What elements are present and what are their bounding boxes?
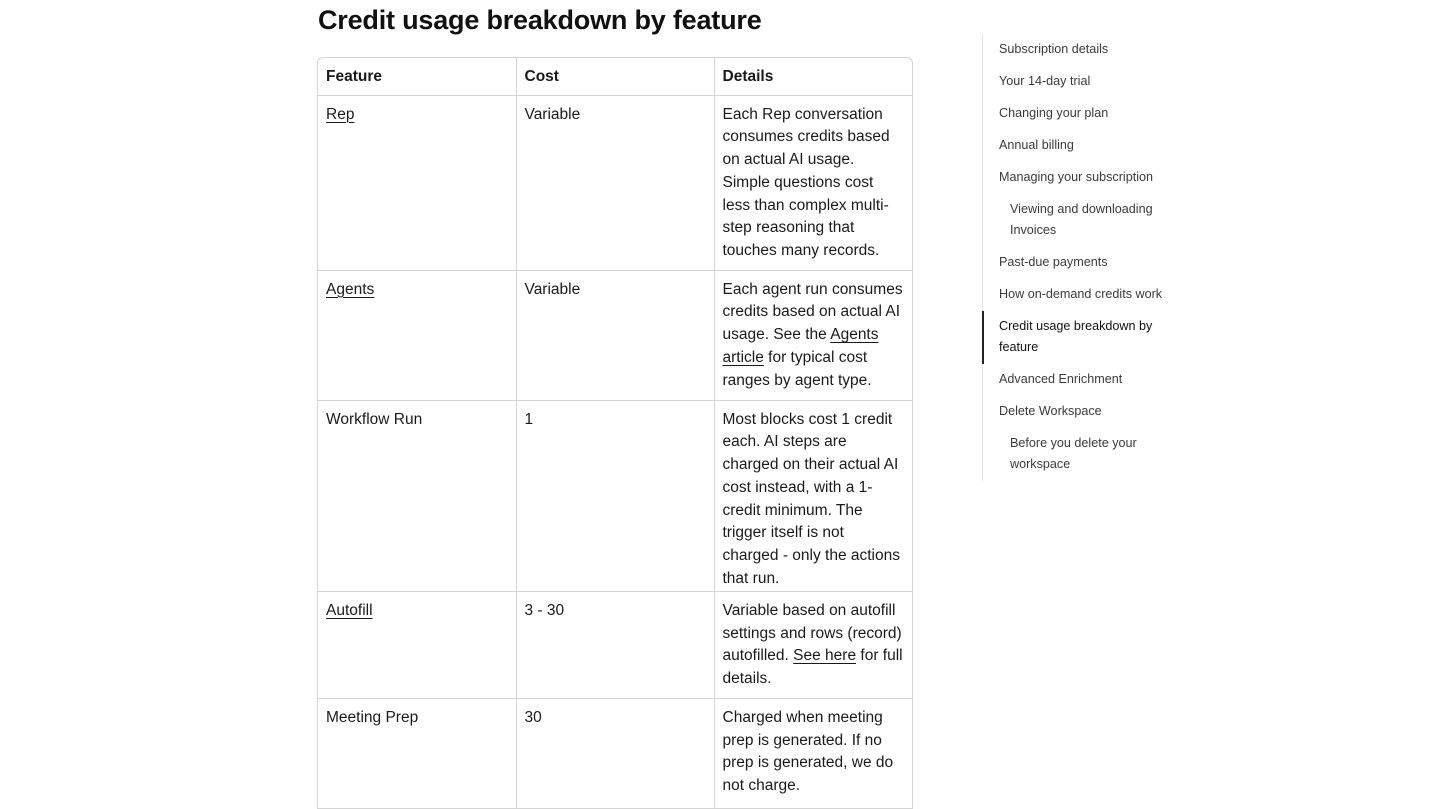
toc-item-delete-workspace[interactable]: Delete Workspace: [999, 404, 1102, 418]
toc-item-credit-usage-breakdown[interactable]: Credit usage breakdown by feature: [983, 311, 1183, 364]
agents-link[interactable]: Agents: [326, 280, 375, 298]
toc-item-on-demand-credits[interactable]: How on-demand credits work: [999, 287, 1163, 301]
feature-cell: Meeting Prep: [318, 698, 516, 808]
header-details: Details: [714, 58, 912, 95]
details-text: Variable based on autofill settings and rows (record) autofilled.: [722, 601, 902, 665]
page-title: Credit usage breakdown by feature: [318, 5, 762, 35]
toc-item-before-you-delete[interactable]: Before you delete your workspace: [1010, 436, 1137, 471]
table-header-row: [318, 58, 912, 95]
cost-cell: 3 - 30: [516, 591, 714, 698]
details-text: Each agent run consumes credits based on actual AI usage. See the: [722, 280, 903, 344]
details-cell: Each Rep conversation consumes credits based on actual AI usage. Simple questions cost less than complex multi-step reasoning that touches many records.: [714, 95, 912, 270]
details-cell: Charged when meeting prep is generated. If no prep is generated, we do not charge.: [714, 698, 912, 808]
feature-cell: [318, 270, 516, 400]
rep-link[interactable]: Rep: [326, 105, 355, 123]
toc-item-subscription-details[interactable]: Subscription details: [999, 42, 1109, 56]
feature-cell: Workflow Run: [318, 400, 516, 591]
cost-cell: Variable: [516, 95, 714, 270]
details-cell: [714, 270, 912, 400]
toc-item-viewing-invoices[interactable]: Viewing and downloading Invoices: [1010, 202, 1153, 237]
table-of-contents: [982, 34, 1183, 481]
feature-cell: [318, 591, 516, 698]
table-row: [318, 591, 912, 698]
table-row: [318, 270, 912, 400]
header-cost: Cost: [516, 58, 714, 95]
cost-cell: 1: [516, 400, 714, 591]
toc-item-14-day-trial[interactable]: Your 14-day trial: [999, 74, 1091, 88]
details-cell: Most blocks cost 1 credit each. AI steps are charged on their actual AI cost instead, with a 1-credit minimum. The trigger itself is not charged - only the actions that run.: [714, 400, 912, 591]
toc-item-annual-billing[interactable]: Annual billing: [999, 138, 1074, 152]
autofill-link[interactable]: Autofill: [326, 601, 373, 619]
toc-item-changing-plan[interactable]: Changing your plan: [999, 106, 1109, 120]
cost-cell: 30: [516, 698, 714, 808]
table-row: [318, 698, 912, 808]
agents-article-link[interactable]: Agents article: [722, 326, 879, 366]
toc-item-managing-subscription[interactable]: Managing your subscription: [999, 170, 1154, 184]
table-row: [318, 95, 912, 270]
header-feature: Feature: [318, 58, 516, 95]
details-text: for full details.: [722, 647, 903, 688]
details-text: for typical cost ranges by agent type.: [722, 348, 872, 389]
see-here-link[interactable]: See here: [793, 647, 857, 665]
feature-cell: [318, 95, 516, 270]
credit-usage-table: [317, 57, 913, 809]
cost-cell: Variable: [516, 270, 714, 400]
toc-item-advanced-enrichment[interactable]: Advanced Enrichment: [999, 372, 1123, 386]
details-cell: [714, 591, 912, 698]
toc-item-past-due-payments[interactable]: Past-due payments: [999, 255, 1108, 269]
table-row: [318, 400, 912, 591]
